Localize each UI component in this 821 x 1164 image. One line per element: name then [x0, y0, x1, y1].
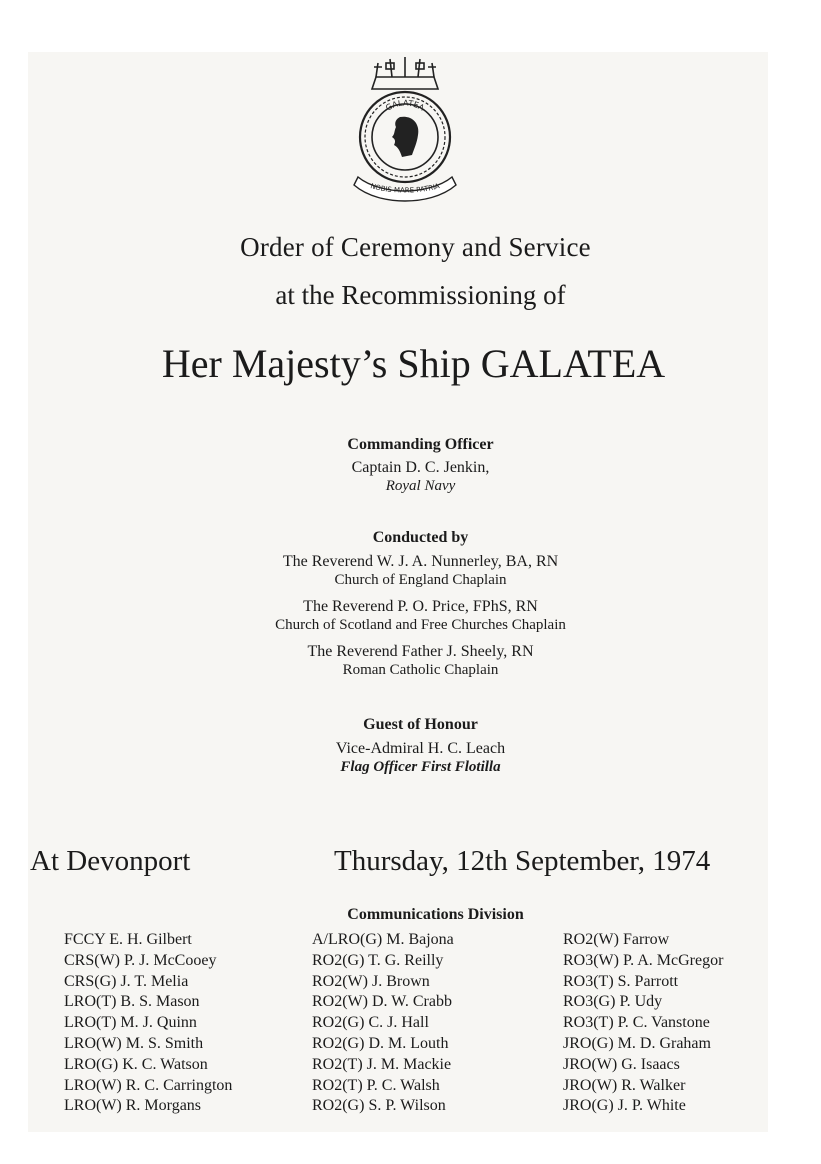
crew-member: JRO(W) R. Walker [563, 1076, 686, 1094]
title-line-2: at the Recommissioning of [275, 280, 566, 310]
crew-member: RO2(G) C. J. Hall [312, 1014, 429, 1032]
chaplain-name: The Reverend Father J. Sheely, RN [307, 643, 534, 660]
crest-motto: NOBIS MARE PATRIA [369, 182, 441, 195]
chaplain-name: The Reverend P. O. Price, FPhS, RN [303, 598, 538, 615]
crew-member: JRO(G) M. D. Graham [563, 1034, 711, 1052]
crew-column-1 [64, 930, 232, 1117]
crew-member: LRO(W) R. C. Carrington [64, 1076, 233, 1094]
crew-member: LRO(G) K. C. Watson [64, 1055, 208, 1073]
crew-member: RO3(T) P. C. Vanstone [563, 1014, 710, 1032]
crew-member: RO2(G) S. P. Wilson [312, 1097, 446, 1115]
crew-member: RO2(G) T. G. Reilly [312, 951, 444, 969]
event-date: Thursday, 12th September, 1974 [334, 845, 711, 877]
crew-member: RO3(T) S. Parrott [563, 972, 679, 990]
guest-of-honour-name: Vice-Admiral H. C. Leach [335, 740, 506, 757]
crew-member: RO2(T) P. C. Walsh [312, 1076, 440, 1094]
communications-division-heading: Communications Division [347, 906, 524, 923]
crew-member: A/LRO(G) M. Bajona [312, 931, 454, 948]
crew-member: RO2(G) D. M. Louth [312, 1034, 449, 1052]
chaplain-role: Roman Catholic Chaplain [342, 662, 499, 678]
event-place: At Devonport [30, 845, 191, 877]
crew-member: LRO(W) M. S. Smith [64, 1034, 204, 1052]
crew-member: JRO(G) J. P. White [563, 1097, 686, 1115]
commanding-officer-name: Captain D. C. Jenkin, [351, 459, 490, 476]
crew-column-2 [312, 930, 454, 1117]
crew-column-3 [563, 930, 723, 1117]
title-ship-name: Her Majesty’s Ship GALATEA [161, 341, 666, 386]
chaplain-role: Church of England Chaplain [334, 572, 507, 588]
crew-member: RO2(W) D. W. Crabb [312, 993, 452, 1011]
chaplain-name: The Reverend W. J. A. Nunnerley, BA, RN [282, 553, 559, 570]
crew-member: RO2(W) J. Brown [312, 972, 430, 990]
crew-member: CRS(W) P. J. McCooey [64, 951, 217, 969]
guest-of-honour-heading: Guest of Honour [363, 716, 478, 733]
guest-of-honour-title: Flag Officer First Flotilla [340, 759, 501, 775]
conducted-by-heading: Conducted by [372, 529, 469, 546]
crest-emblem [340, 55, 470, 205]
crew-member: LRO(W) R. Morgans [64, 1097, 202, 1115]
chaplain-role: Church of Scotland and Free Churches Chaplain [275, 617, 566, 633]
crew-member: CRS(G) J. T. Melia [64, 972, 189, 990]
crew-member: LRO(T) B. S. Mason [64, 993, 200, 1011]
guest-of-honour-section [0, 716, 821, 776]
crew-member: RO3(W) P. A. McGregor [563, 951, 724, 969]
crew-member: RO3(G) P. Udy [563, 993, 663, 1011]
svg-text:GALATEA [384, 99, 426, 113]
ship-crest [340, 55, 470, 205]
crest-ship-name: GALATEA [384, 98, 426, 113]
crew-member: RO2(T) J. M. Mackie [312, 1055, 452, 1073]
commanding-officer-heading: Commanding Officer [347, 436, 494, 453]
title-line-1: Order of Ceremony and Service [240, 232, 591, 262]
crew-member: FCCY E. H. Gilbert [64, 931, 192, 948]
commanding-officer-service: Royal Navy [385, 478, 456, 494]
crew-member: JRO(W) G. Isaacs [563, 1055, 680, 1073]
crew-member: RO2(W) Farrow [563, 931, 670, 948]
crew-member: LRO(T) M. J. Quinn [64, 1014, 197, 1032]
conducted-by-section [0, 529, 821, 679]
commanding-officer-section [0, 436, 821, 495]
